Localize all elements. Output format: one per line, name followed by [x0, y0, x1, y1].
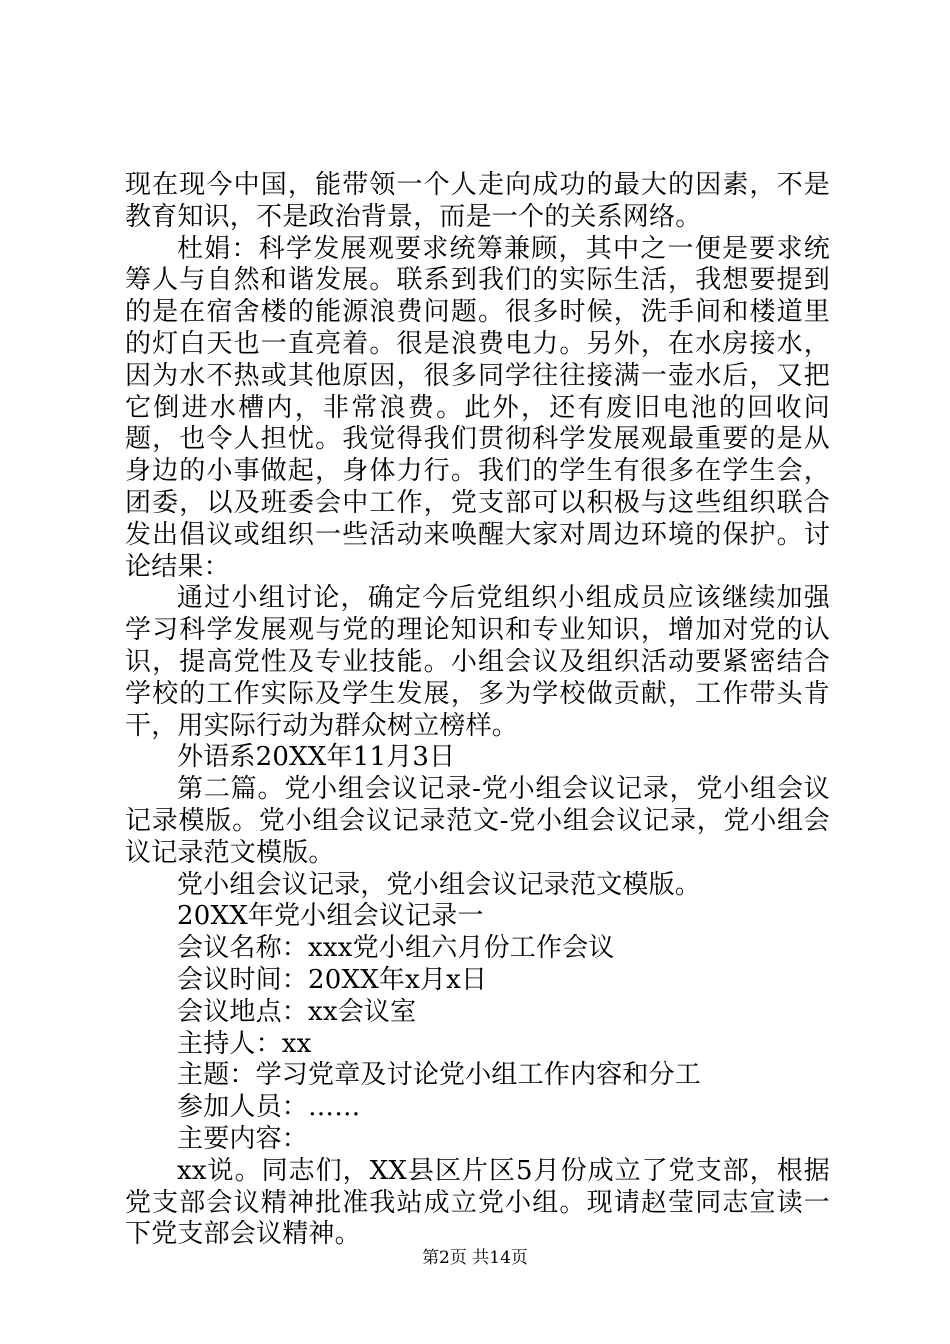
page-number: 第2页 共14页 [422, 1248, 528, 1268]
page-footer [0, 1243, 950, 1268]
paragraph-2: 杜娟：科学发展观要求统筹兼顾，其中之一便是要求统筹人与自然和谐发展。联系到我们的实际生活，我想要提到的是在宿舍楼的能源浪费问题。很多时候，洗手间和楼道里的灯白天也一直亮着。很是浪费电力。另外，在水房接水，因为水不热或其他原因，很多同学往往接满一壶水后，又把它倒进水槽内，非常浪费。此外，还有废旧电池的回收问题，也令人担忧。我觉得我们贯彻科学发展观最重要的是从身边的小事做起，身体力行。我们的学生有很多在学生会，团委，以及班委会中工作，党支部可以积极与这些组织联合发出倡议或组织一些活动来唤醒大家对周边环境的保护。讨论结果： [125, 233, 830, 582]
paragraph-13: 参加人员：…… [177, 1092, 361, 1123]
paragraph-3: 通过小组讨论，确定今后党组织小组成员应该继续加强学习科学发展观与党的理论知识和专业知识，增加对党的认识，提高党性及专业技能。小组会议及组织活动要紧密结合学校的工作实际及学生发展，多为学校做贡献，工作带头肯干，用实际行动为群众树立榜样。 [125, 583, 830, 741]
paragraph-15: xx说。同志们，XX县区片区5月份成立了党支部，根据党支部会议精神批准我站成立党小组。现请赵莹同志宣读一下党支部会议精神。 [125, 1155, 830, 1250]
paragraph-6: 党小组会议记录，党小组会议记录范文模版。 [177, 869, 702, 900]
paragraph-4: 外语系20XX年11月3日 [177, 742, 456, 773]
document-body [125, 170, 830, 1251]
paragraph-8: 会议名称：xxx党小组六月份工作会议 [177, 933, 615, 964]
paragraph-10: 会议地点：xx会议室 [177, 996, 417, 1027]
paragraph-9: 会议时间：20XX年x月x日 [177, 964, 488, 995]
paragraph-11: 主持人：xx [177, 1028, 312, 1059]
paragraph-1: 现在现今中国，能带领一个人走向成功的最大的因素，不是教育知识，不是政治背景，而是一个的关系网络。 [125, 170, 830, 232]
paragraph-12: 主题：学习党章及讨论党小组工作内容和分工 [177, 1060, 702, 1091]
paragraph-14: 主要内容： [177, 1123, 309, 1154]
paragraph-7: 20XX年党小组会议记录一 [177, 901, 484, 932]
paragraph-5: 第二篇。党小组会议记录-党小组会议记录，党小组会议记录模版。党小组会议记录范文-党小组会议记录，党小组会议记录范文模版。 [125, 774, 830, 868]
